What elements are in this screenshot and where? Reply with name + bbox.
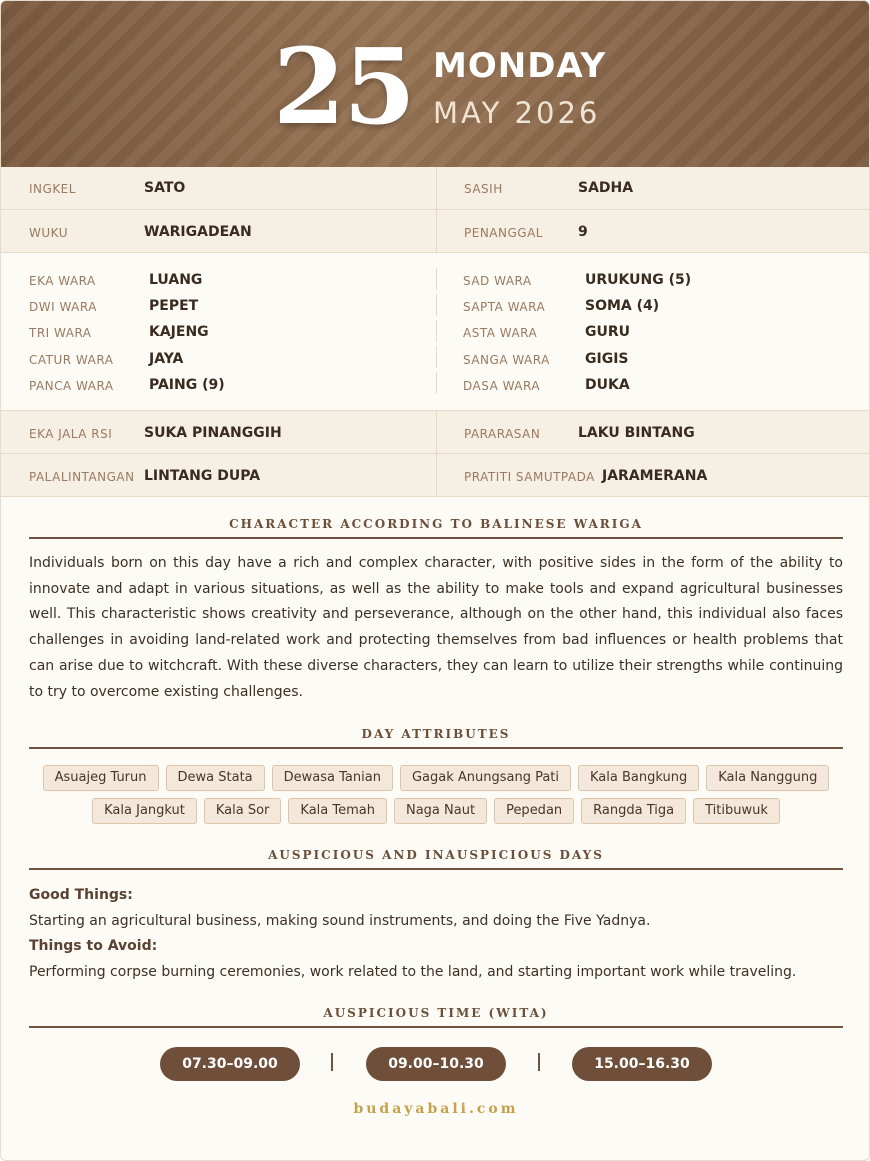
eka-jala-rsi-label: EKA JALA RSI xyxy=(29,427,113,441)
dasa-wara-label: DASA WARA xyxy=(463,379,541,393)
dwi-wara-label: DWI WARA xyxy=(29,300,97,314)
eka-wara-label: EKA WARA xyxy=(29,274,96,288)
day-number: 25 xyxy=(273,25,414,148)
palalintangan-value: LINTANG DUPA xyxy=(144,468,261,484)
tri-wara-label: TRI WARA xyxy=(29,326,92,340)
attribute-tag: Rangda Tiga xyxy=(581,798,686,824)
detail-row-palalintangan-pratiti xyxy=(1,454,870,497)
panca-wara-label: PANCA WARA xyxy=(29,379,114,393)
tri-wara-value: KAJENG xyxy=(149,324,209,340)
weekday-label: MONDAY xyxy=(433,46,607,86)
dasa-wara-value: DUKA xyxy=(585,377,630,393)
wara-divider xyxy=(436,268,437,398)
attribute-tag: Gagak Anungsang Pati xyxy=(400,765,571,791)
sasih-value: SADHA xyxy=(578,180,634,196)
ingkel-label: INGKEL xyxy=(29,182,76,196)
eka-jala-rsi-value: SUKA PINANGGIH xyxy=(144,425,282,441)
good-things-text: Starting an agricultural business, making sound instruments, and doing the Five Yadnya. xyxy=(29,913,651,929)
attribute-tag: Kala Sor xyxy=(204,798,282,824)
attribute-tags-row xyxy=(29,765,843,791)
time-separator xyxy=(538,1053,540,1071)
time-slot-pill: 09.00–10.30 xyxy=(366,1047,506,1081)
character-description: Individuals born on this day have a rich and complex character, with positive sides in the form of the ability to innovate and adapt in various situations, as well as the ability to make tools and expand agricultural businesses well. This characteristic shows creativity and perseverance, although on the other hand, this individual also faces challenges in avoiding land-related work and protecting themselves from bad influences or health problems that can arise due to witchcraft. With these diverse characters, they can learn to utilize their strengths while continuing to try to overcome existing challenges. xyxy=(29,555,843,700)
pratiti-samutpada-label: PRATITI SAMUTPADA xyxy=(464,470,595,484)
asta-wara-value: GURU xyxy=(585,324,631,340)
attribute-tags-row xyxy=(29,798,843,824)
date-header xyxy=(1,1,870,167)
attribute-tag: Asuajeg Turun xyxy=(43,765,159,791)
penanggal-value: 9 xyxy=(578,224,588,240)
things-to-avoid-heading: Things to Avoid: xyxy=(29,938,158,954)
section-rule xyxy=(29,747,843,749)
section-rule xyxy=(29,537,843,539)
footer-site-name: budayabali.com xyxy=(353,1101,519,1117)
sanga-wara-label: SANGA WARA xyxy=(463,353,550,367)
attributes-section-title: DAY ATTRIBUTES xyxy=(361,727,511,741)
penanggal-label: PENANGGAL xyxy=(464,226,543,240)
sapta-wara-value: SOMA (4) xyxy=(585,298,660,314)
pratiti-samutpada-value: JARAMERANA xyxy=(602,468,708,484)
pararasan-label: PARARASAN xyxy=(464,427,541,441)
attribute-tag: Kala Temah xyxy=(288,798,387,824)
wuku-label: WUKU xyxy=(29,226,68,240)
detail-row-wuku-penanggal xyxy=(1,210,870,253)
attribute-tag: Kala Bangkung xyxy=(578,765,699,791)
days-section-title: AUSPICIOUS AND INAUSPICIOUS DAYS xyxy=(268,848,604,862)
dwi-wara-value: PEPET xyxy=(149,298,199,314)
attribute-tag: Kala Jangkut xyxy=(92,798,197,824)
sapta-wara-label: SAPTA WARA xyxy=(463,300,546,314)
detail-row-ingkel-sasih xyxy=(1,167,870,210)
section-rule xyxy=(29,868,843,870)
time-slot-pill: 07.30–09.00 xyxy=(160,1047,300,1081)
time-section-title: AUSPICIOUS TIME (WITA) xyxy=(323,1006,549,1020)
things-to-avoid-text: Performing corpse burning ceremonies, work related to the land, and starting important work while traveling. xyxy=(29,964,797,980)
pararasan-value: LAKU BINTANG xyxy=(578,425,695,441)
time-separator xyxy=(331,1053,333,1071)
catur-wara-value: JAYA xyxy=(149,351,184,367)
sasih-label: SASIH xyxy=(464,182,503,196)
eka-wara-value: LUANG xyxy=(149,272,203,288)
good-things-heading: Good Things: xyxy=(29,887,133,903)
attribute-tag: Dewa Stata xyxy=(166,765,265,791)
attribute-tag: Kala Nanggung xyxy=(706,765,829,791)
attribute-tag: Pepedan xyxy=(494,798,574,824)
character-section-title: CHARACTER ACCORDING TO BALINESE WARIGA xyxy=(229,517,643,531)
palalintangan-label: PALALINTANGAN xyxy=(29,470,135,484)
wara-grid xyxy=(1,254,870,411)
catur-wara-label: CATUR WARA xyxy=(29,353,114,367)
section-rule xyxy=(29,1026,843,1028)
sad-wara-value: URUKUNG (5) xyxy=(585,272,692,288)
sanga-wara-value: GIGIS xyxy=(585,351,629,367)
sad-wara-label: SAD WARA xyxy=(463,274,532,288)
ingkel-value: SATO xyxy=(144,180,186,196)
attribute-tag: Titibuwuk xyxy=(693,798,780,824)
detail-row-jala-rsi-pararasan xyxy=(1,411,870,454)
time-slot-pill: 15.00–16.30 xyxy=(572,1047,712,1081)
panca-wara-value: PAING (9) xyxy=(149,377,225,393)
wuku-value: WARIGADEAN xyxy=(144,224,252,240)
attribute-tag: Dewasa Tanian xyxy=(272,765,393,791)
month-year-label: MAY 2026 xyxy=(433,96,601,130)
asta-wara-label: ASTA WARA xyxy=(463,326,538,340)
attribute-tag: Naga Naut xyxy=(394,798,487,824)
